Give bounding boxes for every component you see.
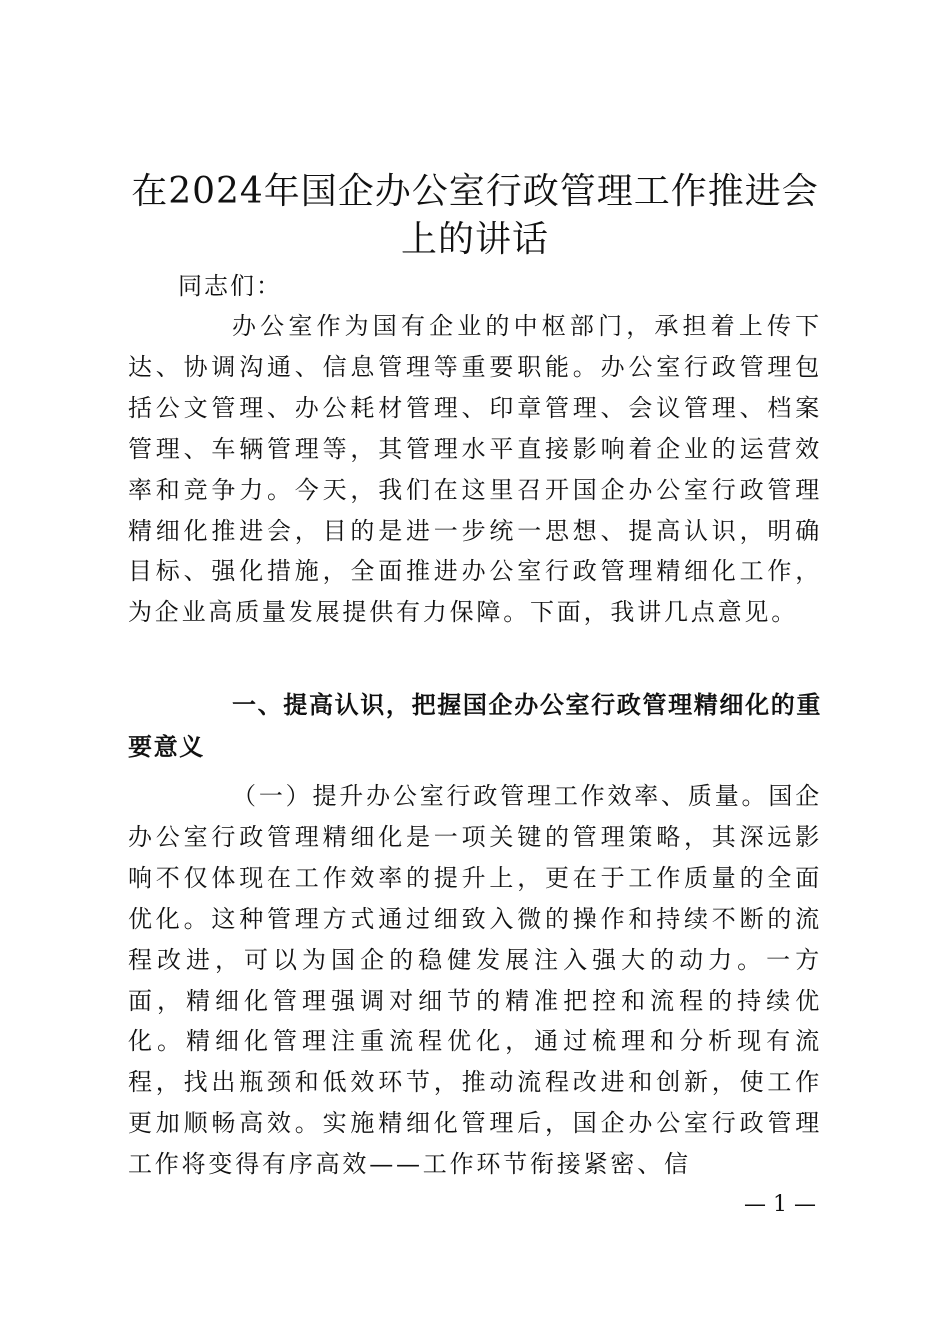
document-title: 在2024年国企办公室行政管理工作推进会上的讲话 <box>131 171 819 260</box>
intro-paragraph: 办公室作为国有企业的中枢部门，承担着上传下达、协调沟通、信息管理等重要职能。办公室行政管理包括公文管理、办公耗材管理、印章管理、会议管理、档案管理、车辆管理等，其管理水平直接影响着企业的运营效率和竞争力。今天，我们在这里召开国企办公室行政管理精细化推进会，目的是进一步统一思想、提高认识，明确目标、强化措施，全面推进办公室行政管理精细化工作，为企业高质量发展提供有力保障。下面，我讲几点意见。 <box>128 312 822 627</box>
section-1-paragraph: （一）提升办公室行政管理工作效率、质量。国企办公室行政管理精细化是一项关键的管理策略，其深远影响不仅体现在工作效率的提升上，更在于工作质量的全面优化。这种管理方式通过细致入微的操作和持续不断的流程改进，可以为国企的稳健发展注入强大的动力。一方面，精细化管理强调对细节的精准把控和流程的持续优化。精细化管理注重流程优化，通过梳理和分析现有流程，找出瓶颈和低效环节，推动流程改进和创新，使工作更加顺畅高效。实施精细化管理后，国企办公室行政管理工作将变得有序高效——工作环节衔接紧密、信 <box>128 782 822 1179</box>
salutation: 同志们： <box>178 272 282 300</box>
section-heading-1: 一、提高认识，把握国企办公室行政管理精细化的重要意义 <box>128 691 822 761</box>
page-number: — 1 — <box>744 1192 816 1217</box>
